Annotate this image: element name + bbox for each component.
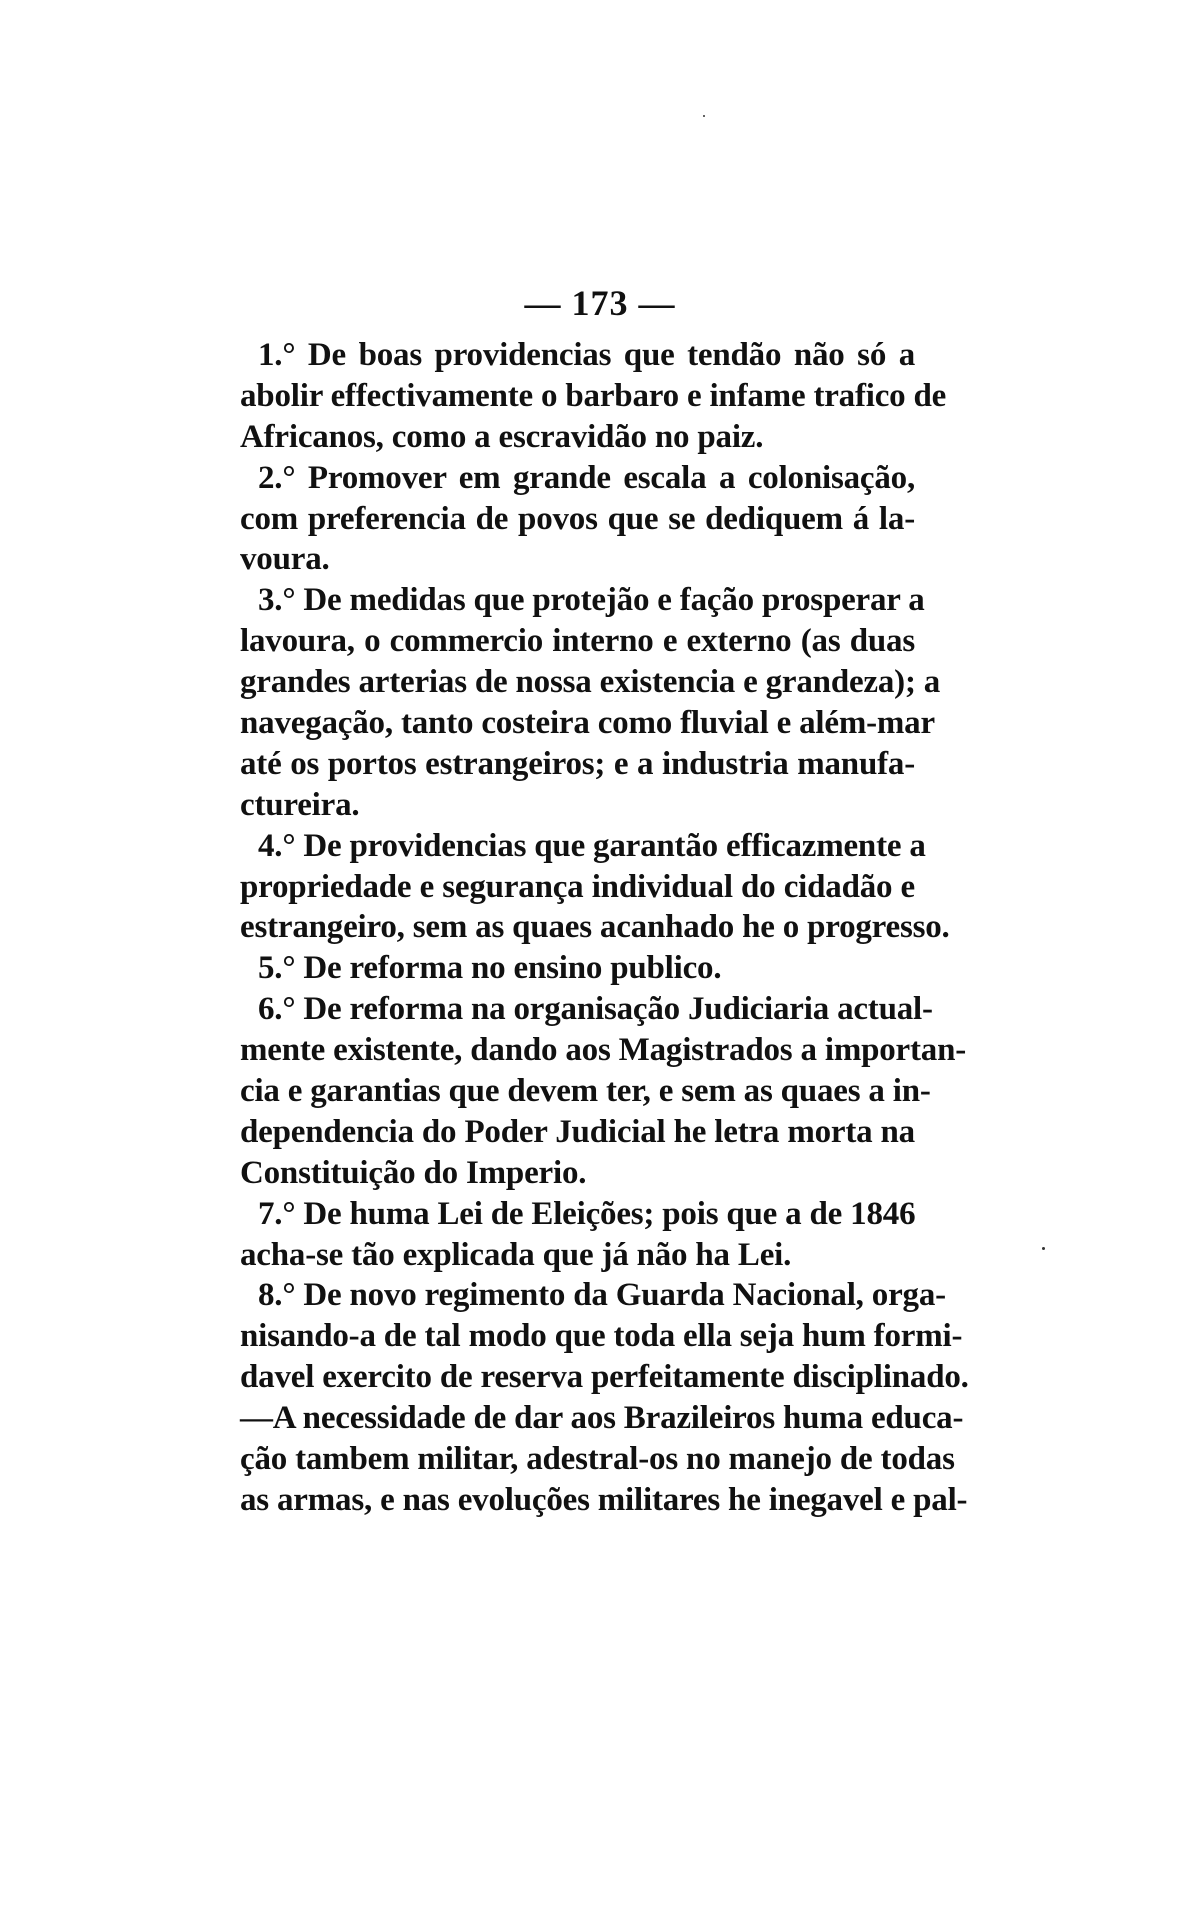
paper-speck <box>1042 1247 1045 1250</box>
text-line: propriedade e segurança individual do cidadão e <box>240 868 915 905</box>
text-line: navegação, tanto costeira como fluvial e além-mar <box>240 705 935 742</box>
text-line: 2.° Promover em grande escala a colonisação, <box>258 459 915 496</box>
text-line: —A necessidade de dar aos Brazileiros huma educa- <box>240 1400 964 1437</box>
text-line: voura. <box>240 541 330 578</box>
text-line: dependencia do Poder Judicial he letra morta na <box>240 1113 915 1150</box>
body-text <box>240 335 969 1521</box>
paper-speck <box>703 115 705 117</box>
text-line: Constituição do Imperio. <box>240 1154 587 1191</box>
text-line: mente existente, dando aos Magistrados a importan- <box>240 1032 967 1069</box>
text-line: davel exercito de reserva perfeitamente disciplinado. <box>240 1359 969 1396</box>
text-line: 8.° De novo regimento da Guarda Nacional, orga- <box>258 1277 946 1314</box>
text-line: 4.° De providencias que garantão efficazmente a <box>258 827 926 864</box>
text-line: 3.° De medidas que protejão e fação prosperar a <box>258 582 925 619</box>
text-line: até os portos estrangeiros; e a industria manufa- <box>240 745 915 782</box>
text-line: as armas, e nas evoluções militares he inegavel e pal- <box>240 1481 968 1518</box>
text-line: ção tambem militar, adestral-os no manejo de todas <box>240 1441 955 1478</box>
text-line: cia e garantias que devem ter, e sem as quaes a in- <box>240 1073 931 1110</box>
text-line: acha-se tão explicada que já não ha Lei. <box>240 1236 792 1273</box>
text-line: abolir effectivamente o barbaro e infame trafico de <box>240 377 947 414</box>
text-line: estrangeiro, sem as quaes acanhado he o progresso. <box>240 909 950 946</box>
text-line: com preferencia de povos que se dediquem á la- <box>240 500 915 537</box>
text-line: nisando-a de tal modo que toda ella seja hum formi- <box>240 1318 963 1355</box>
text-line: ctureira. <box>240 786 360 823</box>
text-line: 1.° De boas providencias que tendão não só a <box>258 337 915 373</box>
text-line: 6.° De reforma na organisação Judiciaria actual- <box>258 991 933 1028</box>
text-line: 7.° De huma Lei de Eleições; pois que a de 1846 <box>258 1195 916 1232</box>
text-line: grandes arterias de nossa existencia e grandeza); a <box>240 664 941 701</box>
text-line: Africanos, como a escravidão no paiz. <box>240 418 764 455</box>
text-line: 5.° De reforma no ensino publico. <box>258 950 722 987</box>
page-number: — 173 — <box>524 283 676 323</box>
text-line: lavoura, o commercio interno e externo (as duas <box>240 623 915 660</box>
